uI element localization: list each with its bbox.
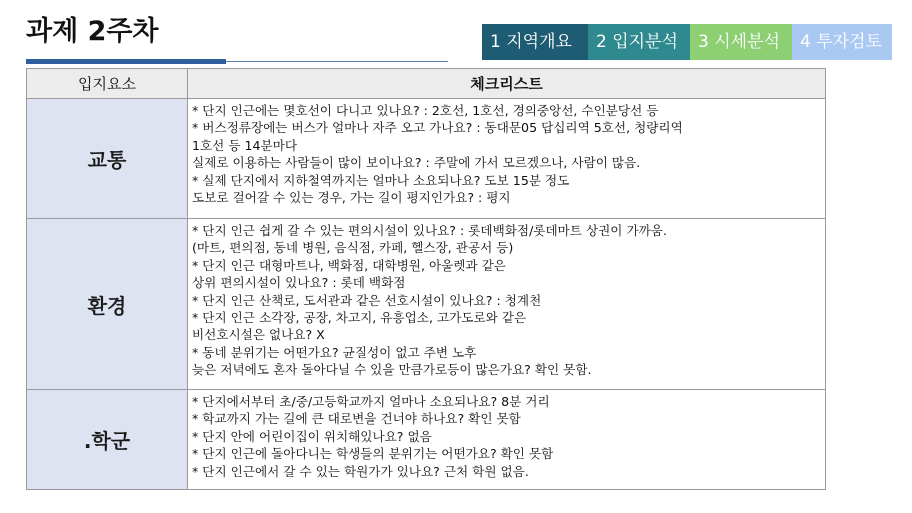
checklist-line: * 학교까지 가는 길에 큰 대로변을 건너야 하나요? 확인 못함 [192,411,521,427]
checklist-line: 도보로 걸어갈 수 있는 경우, 가는 길이 평지인가요? : 평지 [192,190,511,206]
checklist-line: * 단지에서부터 초/중/고등학교까지 얼마나 소요되나요? 8분 거리 [192,394,550,409]
checklist-line: * 버스정류장에는 버스가 얼마나 자주 오고 가나요? : 동대문05 답십리역 5호선, 청량리역 [192,120,683,136]
checklist-line: 늦은 저녁에도 혼자 돌아다닐 수 있을 만큼가로등이 많은가요? 확인 못함. [192,362,592,378]
title-underline-thin [226,61,448,62]
checklist-line: * 실제 단지에서 지하철역까지는 얼마나 소요되나요? 도보 15분 정도 [192,172,570,188]
checklist-line: * 동네 분위기는 어떤가요? 균질성이 없고 주변 노후 [192,344,477,360]
tab-price-analysis[interactable]: 3 시세분석 [690,24,792,60]
checklist-line: (마트, 편의점, 동네 병원, 음식점, 카페, 헬스장, 관공서 등) [192,240,514,256]
category-environment: 환경 [27,219,188,390]
checklist-line: * 단지 인근 산책로, 도서관과 같은 선호시설이 있나요? : 청계천 [192,292,542,308]
checklist-line: * 단지 인근 소각장, 공장, 차고지, 유흥업소, 고가도로와 같은 [192,310,527,326]
checklist-environment [188,219,826,390]
checklist-line: 실제로 이용하는 사람들이 많이 보이나요? : 주말에 가서 모르겠으나, 사람이 많음. [192,155,641,171]
table-row-traffic [27,99,826,219]
checklist-line: 상위 편의시설이 있나요? : 롯데 백화점 [192,275,406,291]
checklist-school-district [188,390,826,490]
category-school-district: .학군 [27,390,188,490]
title-underline [26,59,226,64]
checklist-line: 비선호시설은 없나요? X [192,327,325,343]
column-header-checklist: 체크리스트 [188,69,826,99]
checklist-line: * 단지 인근에 돌아다니는 학생들의 분위기는 어떤가요? 확인 못함 [192,446,554,462]
checklist-line: * 단지 안에 어린이집이 위치해있나요? 없음 [192,428,432,444]
checklist-line: 1호선 등 14분마다 [192,137,298,153]
checklist-traffic [188,99,826,219]
column-header-location-factor: 입지요소 [27,69,188,99]
table-row-school-district [27,390,826,490]
table-row-environment [27,219,826,390]
table-header-row [27,69,826,99]
page-title: 과제 2주차 [26,16,159,47]
category-traffic: 교통 [27,99,188,219]
checklist-line: * 단지 인근에서 갈 수 있는 학원가가 있나요? 근처 학원 없음. [192,463,529,479]
checklist-table [26,68,826,490]
tab-investment-review[interactable]: 4 투자검토 [792,24,892,60]
checklist-line: * 단지 인근 쉽게 갈 수 있는 편의시설이 있나요? : 롯데백화점/롯데마트 상권이 가까움. [192,223,667,238]
checklist-line: * 단지 인근 대형마트나, 백화점, 대학병원, 아울렛과 같은 [192,257,506,273]
tab-location-analysis[interactable]: 2 입지분석 [588,24,690,60]
checklist-line: * 단지 인근에는 몇호선이 다니고 있나요? : 2호선, 1호선, 경의중앙선, 수인분당선 등 [192,103,659,118]
tab-region-overview[interactable]: 1 지역개요 [482,24,588,60]
section-tabs [482,24,892,60]
